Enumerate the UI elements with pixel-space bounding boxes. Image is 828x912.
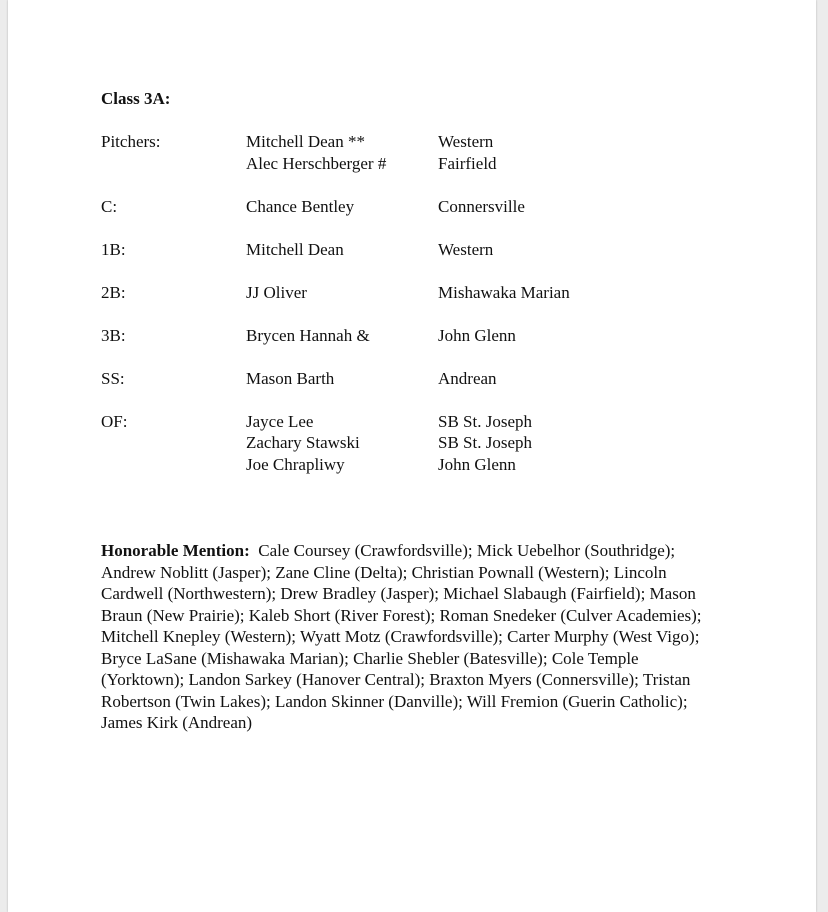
school-name: SB St. Joseph xyxy=(438,411,532,431)
player-name: Brycen Hannah & xyxy=(246,325,370,345)
school-name: Andrean xyxy=(438,368,497,388)
position-label: SS: xyxy=(101,368,125,388)
position-label: C: xyxy=(101,196,118,216)
position-label: 3B: xyxy=(101,325,126,345)
player-names xyxy=(246,282,436,304)
player-name: Mason Barth xyxy=(246,368,335,388)
school-names xyxy=(438,325,516,347)
school-names xyxy=(438,196,525,218)
roster-row-pitchers xyxy=(101,131,701,174)
school-names xyxy=(438,368,497,390)
position-label: 2B: xyxy=(101,282,126,302)
player-names xyxy=(246,368,436,390)
player-names xyxy=(246,131,436,174)
school-name: Western xyxy=(438,132,494,151)
player-name: JJ Oliver xyxy=(246,282,307,302)
roster-row-shortstop xyxy=(101,368,701,390)
school-names xyxy=(438,411,532,476)
honorable-mention-paragraph xyxy=(101,540,721,734)
position-label: Pitchers: xyxy=(101,132,161,151)
roster-row-catcher xyxy=(101,196,701,218)
school-name: Connersville xyxy=(438,196,525,216)
player-name: Joe Chrapliwy xyxy=(246,454,345,474)
school-names xyxy=(438,131,497,174)
player-names xyxy=(246,411,436,476)
school-name: Fairfield xyxy=(438,153,497,173)
player-names xyxy=(246,325,436,347)
position-label: OF: xyxy=(101,411,128,431)
player-name: Chance Bentley xyxy=(246,196,355,216)
school-name: John Glenn xyxy=(438,325,516,345)
honorable-mention-text: Cale Coursey (Crawfordsville); Mick Uebelhor (Southridge); Andrew Noblitt (Jasper); Zane Cline (Delta); Christian Pownall (Western); Lincoln Cardwell (Northwestern); Drew Bradley (Jasper); Michael Slabaugh (Fairfield); Mason Braun (New Prairie); Kaleb Short (River Forest); Roman Snedeker (Culver Academies); Mitchell Knepley (Western); Wyatt Motz (Crawfordsville); Carter Murphy (West Vigo); Bryce LaSane (Mishawaka Marian); Charlie Shebler (Batesville); Cole Temple (Yorktown); Landon Sarkey (Hanover Central); Braxton Myers (Connersville); Tristan Robertson (Twin Lakes); Landon Skinner (Danville); Will Fremion (Guerin Catholic); James Kirk (Andrean) xyxy=(101,541,702,732)
class-heading: Class 3A: xyxy=(101,89,171,108)
player-name: Mitchell Dean ** xyxy=(246,132,365,151)
school-name: SB St. Joseph xyxy=(438,433,532,452)
roster-list xyxy=(101,131,701,497)
roster-row-outfield xyxy=(101,411,701,476)
school-name: Western xyxy=(438,239,494,259)
document-page xyxy=(8,0,816,912)
player-name: Mitchell Dean xyxy=(246,239,344,259)
school-names xyxy=(438,239,493,261)
player-name: Jayce Lee xyxy=(246,411,314,431)
player-names xyxy=(246,239,436,261)
player-name: Zachary Stawski xyxy=(246,433,360,452)
honorable-mention-label: Honorable Mention: xyxy=(101,541,250,560)
school-name: John Glenn xyxy=(438,454,516,474)
player-name: Alec Herschberger # xyxy=(246,153,387,173)
roster-row-first-base xyxy=(101,239,701,261)
school-name: Mishawaka Marian xyxy=(438,282,570,302)
player-names xyxy=(246,196,436,218)
school-names xyxy=(438,282,570,304)
position-label: 1B: xyxy=(101,239,126,259)
roster-row-second-base xyxy=(101,282,701,304)
roster-row-third-base xyxy=(101,325,701,347)
